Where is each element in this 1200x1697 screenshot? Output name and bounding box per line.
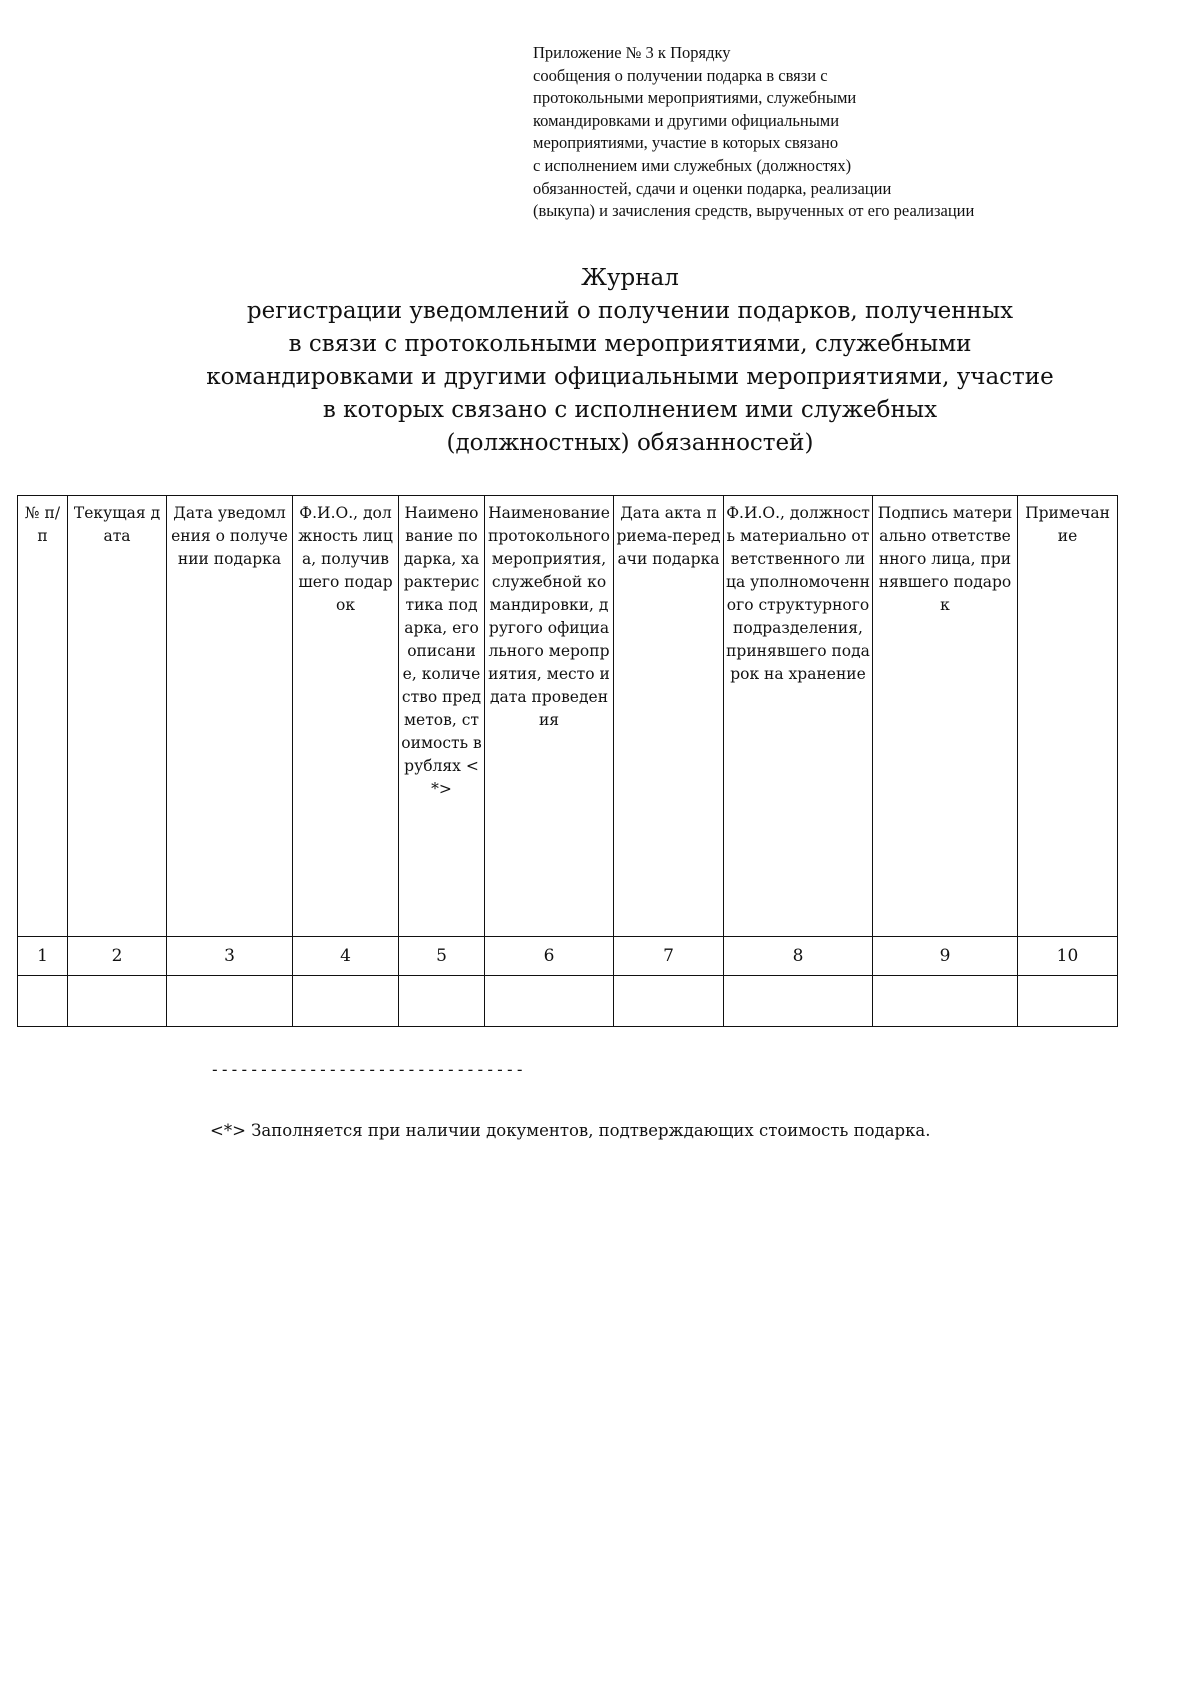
header-cell-number: № п/п: [18, 496, 68, 937]
column-number: 1: [18, 937, 68, 976]
empty-cell: [167, 976, 293, 1027]
header-cell-notification-date: Дата уведомления о получении подарка: [167, 496, 293, 937]
header-cell-current-date: Текущая дата: [68, 496, 167, 937]
empty-cell: [724, 976, 873, 1027]
column-number: 5: [399, 937, 485, 976]
empty-cell: [614, 976, 724, 1027]
header-cell-gift-description: Наименование подарка, характеристика подарка, его описание, количество предметов, стоимость в рублях <*>: [399, 496, 485, 937]
appendix-line: обязанностей, сдачи и оценки подарка, реализации: [533, 178, 892, 198]
empty-cell: [873, 976, 1018, 1027]
header-cell-responsible-person: Ф.И.О., должность материально ответственного лица уполномоченного структурного подразделения, принявшего подарок на хранение: [724, 496, 873, 937]
column-number: 2: [68, 937, 167, 976]
header-cell-act-date: Дата акта приема-передачи подарка: [614, 496, 724, 937]
column-number: 9: [873, 937, 1018, 976]
empty-entry-row: [18, 976, 1118, 1027]
column-number: 7: [614, 937, 724, 976]
title-line: в которых связано с исполнением ими служебных: [322, 397, 938, 423]
appendix-line: Приложение № 3 к Порядку: [533, 43, 731, 62]
title-line: (должностных) обязанностей): [446, 430, 814, 456]
header-cell-note: Примечание: [1018, 496, 1118, 937]
empty-cell: [399, 976, 485, 1027]
empty-cell: [18, 976, 68, 1027]
appendix-line: командировками и другими официальными: [533, 110, 840, 130]
appendix-line: сообщения о получении подарка в связи с: [533, 65, 828, 85]
appendix-line: (выкупа) и зачисления средств, вырученных от его реализации: [533, 201, 975, 221]
header-row: [18, 496, 1118, 937]
appendix-block: [533, 42, 1193, 223]
header-cell-signature: Подпись материально ответственного лица, принявшего подарок: [873, 496, 1018, 937]
empty-cell: [293, 976, 399, 1027]
header-cell-recipient: Ф.И.О., должность лица, получившего подарок: [293, 496, 399, 937]
appendix-line: с исполнением ими служебных (должностях): [533, 155, 852, 175]
document-title: [100, 262, 1160, 460]
column-number-row: [18, 937, 1118, 976]
column-number: 6: [485, 937, 614, 976]
appendix-line: мероприятиями, участие в которых связано: [533, 133, 839, 153]
footnote-separator: --------------------------------: [210, 1060, 525, 1079]
empty-cell: [1018, 976, 1118, 1027]
title-heading: Журнал: [581, 265, 679, 291]
empty-cell: [485, 976, 614, 1027]
title-line: командировками и другими официальными мероприятиями, участие: [206, 364, 1054, 390]
journal-table: [17, 495, 1118, 1027]
footnote: <*> Заполняется при наличии документов, подтверждающих стоимость подарка.: [210, 1121, 931, 1140]
header-cell-event: Наименование протокольного мероприятия, служебной командировки, другого официального мероприятия, место и дата проведения: [485, 496, 614, 937]
title-line: регистрации уведомлений о получении подарков, полученных: [246, 298, 1014, 324]
empty-cell: [68, 976, 167, 1027]
column-number: 10: [1018, 937, 1118, 976]
column-number: 3: [167, 937, 293, 976]
title-line: в связи с протокольными мероприятиями, служебными: [288, 331, 972, 357]
column-number: 4: [293, 937, 399, 976]
appendix-line: протокольными мероприятиями, служебными: [533, 88, 857, 108]
column-number: 8: [724, 937, 873, 976]
